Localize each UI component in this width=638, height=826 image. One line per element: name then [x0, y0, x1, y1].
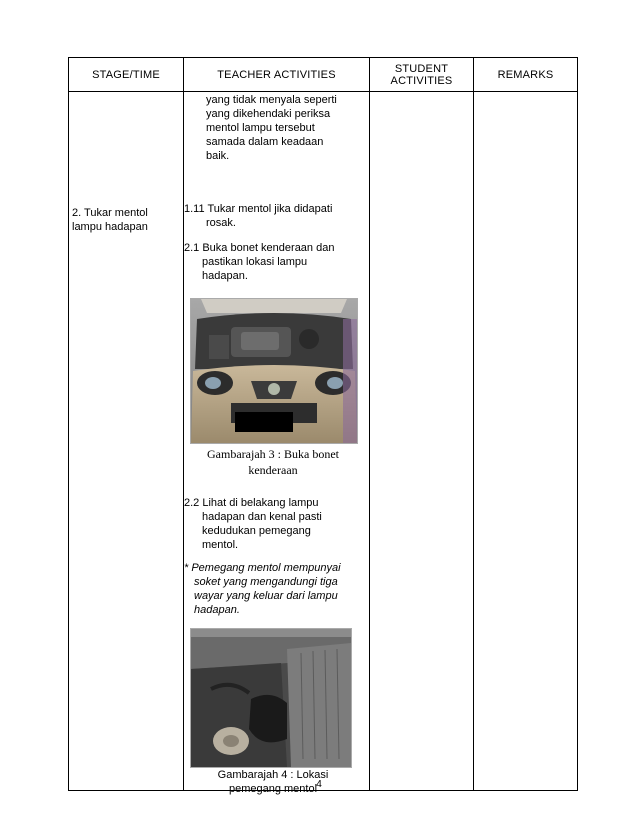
lesson-plan-table: [68, 57, 578, 795]
text-line: 2.2 Lihat di belakang lampu: [184, 497, 319, 509]
text-line: samada dalam keadaan: [206, 136, 324, 148]
stage-line-1: 2. Tukar mentol: [72, 207, 148, 219]
text-line: yang tidak menyala seperti: [206, 94, 337, 106]
caption-line: Gambarajah 3 : Buka bonet: [207, 447, 339, 461]
text-line: 1.11 Tukar mentol jika didapati: [184, 203, 333, 215]
car-open-bonnet-photo: [190, 298, 358, 444]
teacher-activities-cell: [184, 92, 370, 795]
table-header-row: [69, 58, 578, 92]
header-stage-time: STAGE/TIME: [69, 58, 184, 92]
text-line: kedudukan pemegang: [202, 525, 311, 537]
header-remarks: REMARKS: [474, 58, 578, 92]
caption-line: kenderaan: [248, 463, 298, 477]
text-line: rosak.: [206, 217, 236, 229]
note-bulb-holder: [184, 561, 341, 617]
header-student-line1: STUDENT: [394, 62, 449, 75]
text-line: yang dikehendaki periksa: [206, 108, 331, 120]
caption-line: Gambarajah 4 : Lokasi: [217, 769, 329, 781]
page-number: 4: [316, 779, 322, 790]
stage-line-2: lampu hadapan: [72, 221, 148, 233]
header-teacher-activities: TEACHER ACTIVITIES: [184, 58, 370, 92]
text-line: hadapan.: [194, 604, 240, 616]
text-line: 2.1 Buka bonet kenderaan dan: [184, 242, 335, 254]
text-line: mentol lampu tersebut: [206, 122, 315, 134]
remarks-cell: [474, 92, 578, 791]
text-line: soket yang mengandungi tiga: [194, 576, 338, 588]
table-body-row: [69, 92, 578, 791]
car-open-bonnet-illustration: [191, 299, 357, 443]
figure-3-caption: [184, 446, 362, 478]
step-1-11: [184, 202, 332, 230]
text-line: hadapan dan kenal pasti: [202, 511, 322, 523]
stage-text: [72, 206, 180, 234]
bulb-holder-location-photo: [190, 628, 352, 768]
text-line: hadapan.: [202, 270, 248, 282]
caption-line: pemegang mentol: [228, 783, 318, 795]
header-student-activities: [370, 58, 474, 92]
text-line: * Pemegang mentol mempunyai: [184, 562, 341, 574]
text-line: baik.: [206, 150, 230, 162]
stage-cell: [69, 92, 184, 791]
text-line: pastikan lokasi lampu: [202, 256, 308, 268]
step-2-1: [184, 241, 334, 283]
bulb-holder-illustration: [191, 629, 351, 767]
step-2-2: [184, 496, 322, 552]
text-line: wayar yang keluar dari lampu: [194, 590, 338, 602]
text-line: mentol.: [202, 539, 239, 551]
header-student-line2: ACTIVITIES: [390, 74, 453, 87]
student-activities-cell: [370, 92, 474, 791]
continued-step-text: [184, 93, 337, 163]
